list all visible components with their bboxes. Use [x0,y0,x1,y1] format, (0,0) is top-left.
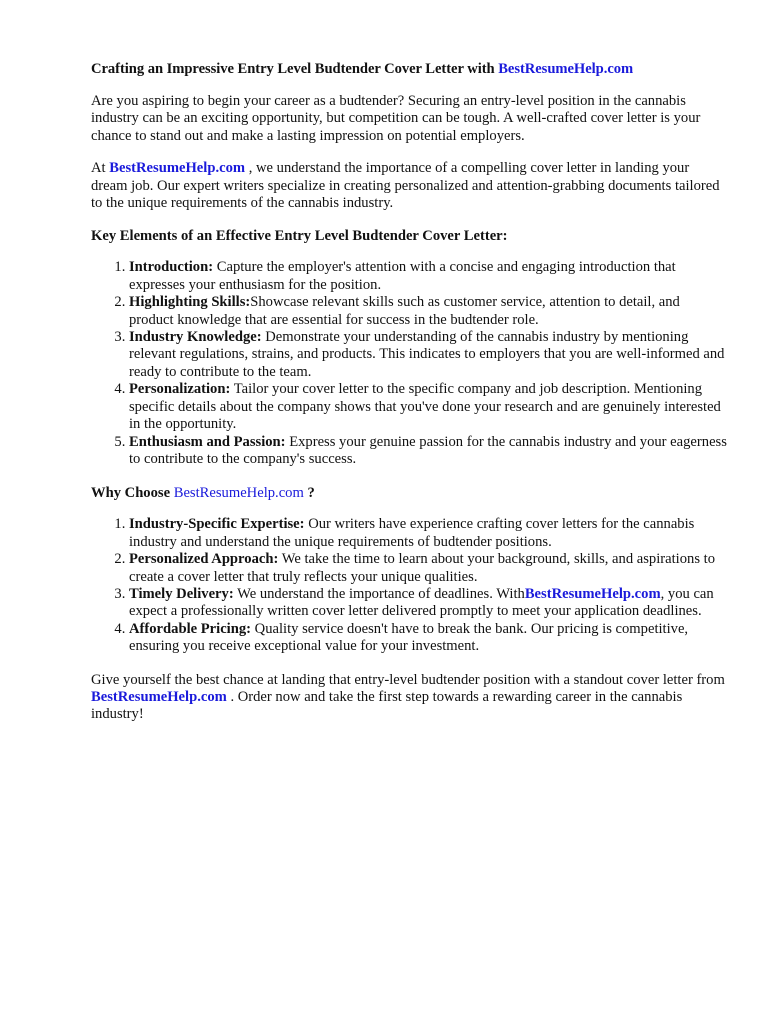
about-paragraph [91,160,728,212]
list-item-term: Affordable Pricing: [129,620,251,637]
list-item-term: Personalized Approach: [129,551,279,568]
intro-paragraph: Are you aspiring to begin your career as a budtender? Securing an entry-level position in the cannabis industry can be an exciting opportunity, but competition can be tough. A well-crafted cover letter is your chance to stand out and make a lasting impression on potential employers. [91,93,701,144]
about-link[interactable]: BestResumeHelp.com [109,160,246,177]
list-item-text: Express your genuine passion for the cannabis industry and your eagerness to contribute to the company's success. [129,433,727,467]
list-item [129,621,728,656]
list-item [129,329,728,381]
list-item [129,294,728,329]
why-choose-list [91,516,728,655]
key-elements-heading: Key Elements of an Effective Entry Level Budtender Cover Letter: [91,228,508,245]
closing-prefix: Give yourself the best chance at landing that entry-level budtender position with a standout cover letter from [91,671,725,688]
list-item [129,516,728,551]
list-item-text: Quality service doesn't have to break the bank. Our pricing is competitive, ensuring you receive exceptional value for your investment. [129,620,689,655]
about-prefix: At [91,160,106,177]
about-suffix: , we understand the importance of a compelling cover letter in landing your dream job. Our expert writers specialize in creating personalized and attention-grabbing documents tailored to the unique requirements of the cannabis industry. [91,160,720,212]
list-item [129,586,728,621]
list-item-text-after-link: , you can expect a professionally written cover letter delivered promptly to meet your application deadlines. [129,585,714,620]
list-item [129,551,728,586]
closing-suffix: . Order now and take the first step towards a rewarding career in the cannabis industry! [91,688,683,723]
list-item-term: Timely Delivery: [129,585,234,602]
closing-link[interactable]: BestResumeHelp.com [91,688,227,705]
list-item-term: Industry-Specific Expertise: [129,516,305,533]
title-text: Crafting an Impressive Entry Level Budtender Cover Letter with [91,61,495,77]
list-item-text: Showcase relevant skills such as customer service, attention to detail, and product knowledge that are essential for success in the budtender role. [129,294,680,328]
list-item-text: Capture the employer's attention with a concise and engaging introduction that expresses your enthusiasm for the position. [129,259,676,293]
list-item [129,434,728,469]
closing-paragraph [91,672,728,724]
list-item-term: Introduction: [129,259,214,276]
key-elements-list [91,259,728,468]
timely-delivery-link[interactable]: BestResumeHelp.com [524,585,661,602]
list-item-text: Demonstrate your understanding of the cannabis industry by mentioning relevant regulations, strains, and products. This indicates to employers that you are well-informed and ready to contribute to the team. [129,329,725,380]
why-choose-suffix: ? [307,485,315,502]
list-item-term: Highlighting Skills: [129,294,251,311]
document-title [91,60,728,78]
why-choose-prefix: Why Choose [91,485,171,502]
list-item-text: We take the time to learn about your background, skills, and aspirations to create a cover letter that truly reflects your unique qualities. [129,551,716,585]
list-item-text: Tailor your cover letter to the specific company and job description. Mentioning specific details about the company shows that you've done your research and are genuinely interested in the opportunity. [129,381,721,433]
title-link[interactable]: BestResumeHelp.com [498,61,634,77]
list-item [129,381,728,433]
list-item-term: Personalization: [129,381,231,398]
list-item-term: Industry Knowledge: [129,329,262,346]
why-choose-link[interactable]: BestResumeHelp.com [173,485,304,502]
list-item-term: Enthusiasm and Passion: [129,433,286,450]
why-choose-heading [91,484,728,502]
list-item [129,259,728,294]
list-item-text: We understand the importance of deadlines. With [237,585,525,602]
list-item-text: Our writers have experience crafting cover letters for the cannabis industry and understand the unique requirements of budtender positions. [129,516,695,550]
